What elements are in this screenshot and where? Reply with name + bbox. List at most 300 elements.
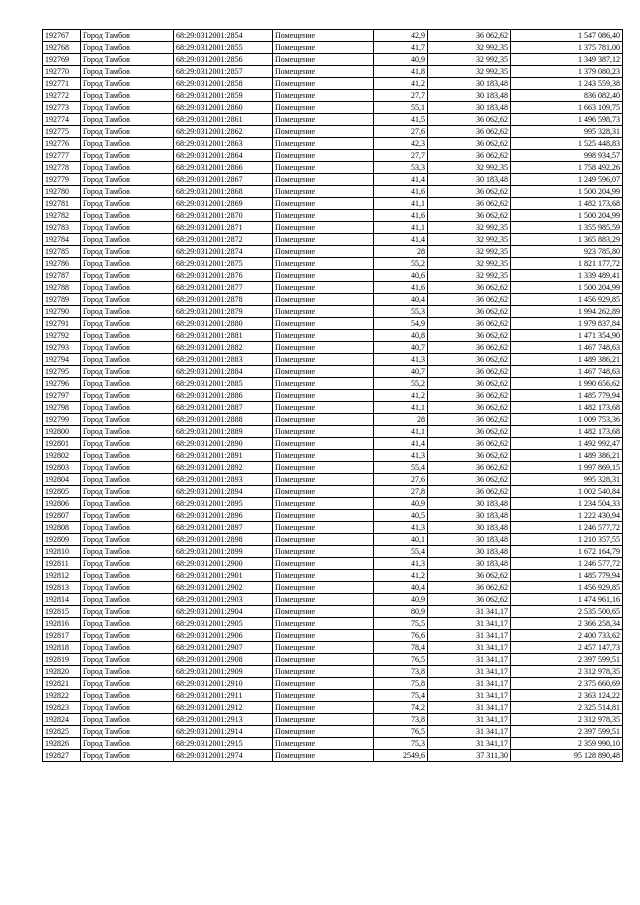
- cell-total: 1 500 204,99: [511, 186, 623, 198]
- cell-type: Помещение: [273, 594, 374, 606]
- cell-price-per-sqm: 37 311,30: [428, 750, 511, 762]
- cell-total: 1 379 080,23: [511, 66, 623, 78]
- cell-city: Город Тамбов: [81, 606, 174, 618]
- cell-price-per-sqm: 31 341,17: [428, 606, 511, 618]
- cell-type: Помещение: [273, 306, 374, 318]
- cell-price-per-sqm: 36 062,62: [428, 330, 511, 342]
- cell-cadastral-number: 68:29:0312001:2854: [174, 30, 273, 42]
- cell-total: 2 366 258,34: [511, 618, 623, 630]
- cell-area: 40,9: [374, 594, 428, 606]
- table-body: [43, 30, 623, 762]
- cell-type: Помещение: [273, 582, 374, 594]
- cell-total: 995 328,31: [511, 126, 623, 138]
- cell-cadastral-number: 68:29:0312001:2914: [174, 726, 273, 738]
- cell-cadastral-number: 68:29:0312001:2907: [174, 642, 273, 654]
- cell-type: Помещение: [273, 462, 374, 474]
- cell-cadastral-number: 68:29:0312001:2876: [174, 270, 273, 282]
- cell-type: Помещение: [273, 342, 374, 354]
- cell-type: Помещение: [273, 438, 374, 450]
- cell-city: Город Тамбов: [81, 354, 174, 366]
- cell-cadastral-number: 68:29:0312001:2915: [174, 738, 273, 750]
- cell-area: 40,9: [374, 54, 428, 66]
- cell-area: 41,3: [374, 354, 428, 366]
- cell-type: Помещение: [273, 546, 374, 558]
- cell-total: 1 482 173,68: [511, 402, 623, 414]
- cell-area: 76,5: [374, 726, 428, 738]
- cell-id: 192767: [43, 30, 81, 42]
- cell-type: Помещение: [273, 162, 374, 174]
- cell-cadastral-number: 68:29:0312001:2885: [174, 378, 273, 390]
- cell-id: 192783: [43, 222, 81, 234]
- cell-id: 192809: [43, 534, 81, 546]
- cell-price-per-sqm: 32 992,35: [428, 42, 511, 54]
- cell-id: 192793: [43, 342, 81, 354]
- table-row: [43, 534, 623, 546]
- cell-area: 41,7: [374, 42, 428, 54]
- cell-type: Помещение: [273, 726, 374, 738]
- cell-total: 1 375 781,00: [511, 42, 623, 54]
- cell-price-per-sqm: 36 062,62: [428, 186, 511, 198]
- cell-price-per-sqm: 36 062,62: [428, 462, 511, 474]
- cell-id: 192802: [43, 450, 81, 462]
- cell-area: 41,1: [374, 426, 428, 438]
- cell-total: 1 500 204,99: [511, 210, 623, 222]
- table-row: [43, 474, 623, 486]
- cell-city: Город Тамбов: [81, 78, 174, 90]
- cell-cadastral-number: 68:29:0312001:2887: [174, 402, 273, 414]
- cell-id: 192789: [43, 294, 81, 306]
- cell-cadastral-number: 68:29:0312001:2867: [174, 174, 273, 186]
- cell-price-per-sqm: 36 062,62: [428, 282, 511, 294]
- cell-type: Помещение: [273, 114, 374, 126]
- cell-type: Помещение: [273, 402, 374, 414]
- cell-price-per-sqm: 36 062,62: [428, 366, 511, 378]
- cell-total: 1 249 596,07: [511, 174, 623, 186]
- cell-type: Помещение: [273, 558, 374, 570]
- cell-area: 55,2: [374, 258, 428, 270]
- cell-cadastral-number: 68:29:0312001:2901: [174, 570, 273, 582]
- cell-total: 1 246 577,72: [511, 558, 623, 570]
- cell-price-per-sqm: 36 062,62: [428, 342, 511, 354]
- cell-cadastral-number: 68:29:0312001:2858: [174, 78, 273, 90]
- cell-total: 1 663 109,75: [511, 102, 623, 114]
- cell-cadastral-number: 68:29:0312001:2866: [174, 162, 273, 174]
- cell-id: 192779: [43, 174, 81, 186]
- cell-id: 192787: [43, 270, 81, 282]
- cell-total: 1 355 985,59: [511, 222, 623, 234]
- cell-price-per-sqm: 32 992,35: [428, 258, 511, 270]
- cell-cadastral-number: 68:29:0312001:2897: [174, 522, 273, 534]
- cell-city: Город Тамбов: [81, 642, 174, 654]
- cell-total: 1 525 448,83: [511, 138, 623, 150]
- cell-total: 1 997 869,15: [511, 462, 623, 474]
- cell-price-per-sqm: 36 062,62: [428, 402, 511, 414]
- cell-city: Город Тамбов: [81, 438, 174, 450]
- cell-cadastral-number: 68:29:0312001:2905: [174, 618, 273, 630]
- cell-type: Помещение: [273, 210, 374, 222]
- table-row: [43, 174, 623, 186]
- cell-price-per-sqm: 36 062,62: [428, 390, 511, 402]
- cell-city: Город Тамбов: [81, 582, 174, 594]
- cell-total: 2 359 990,10: [511, 738, 623, 750]
- cell-total: 1 365 883,29: [511, 234, 623, 246]
- table-row: [43, 246, 623, 258]
- cell-total: 836 082,40: [511, 90, 623, 102]
- table-row: [43, 510, 623, 522]
- cell-type: Помещение: [273, 66, 374, 78]
- cell-city: Город Тамбов: [81, 150, 174, 162]
- cell-price-per-sqm: 31 341,17: [428, 714, 511, 726]
- cell-type: Помещение: [273, 270, 374, 282]
- cell-id: 192774: [43, 114, 81, 126]
- cell-id: 192791: [43, 318, 81, 330]
- cell-type: Помещение: [273, 54, 374, 66]
- cell-city: Город Тамбов: [81, 486, 174, 498]
- cell-type: Помещение: [273, 126, 374, 138]
- table-row: [43, 342, 623, 354]
- cell-total: 1 482 173,68: [511, 426, 623, 438]
- cell-total: 1 990 656,62: [511, 378, 623, 390]
- cell-area: 55,3: [374, 306, 428, 318]
- cell-id: 192782: [43, 210, 81, 222]
- cell-city: Город Тамбов: [81, 258, 174, 270]
- cell-total: 2 535 500,65: [511, 606, 623, 618]
- table-row: [43, 666, 623, 678]
- cell-type: Помещение: [273, 234, 374, 246]
- cell-id: 192806: [43, 498, 81, 510]
- cell-total: 1 496 598,73: [511, 114, 623, 126]
- cell-type: Помещение: [273, 90, 374, 102]
- cell-total: 1 467 748,63: [511, 342, 623, 354]
- cell-price-per-sqm: 30 183,48: [428, 558, 511, 570]
- cell-id: 192820: [43, 666, 81, 678]
- cell-area: 55,1: [374, 102, 428, 114]
- cell-id: 192772: [43, 90, 81, 102]
- cell-total: 1 994 262,89: [511, 306, 623, 318]
- cell-id: 192816: [43, 618, 81, 630]
- table-row: [43, 378, 623, 390]
- cell-area: 76,5: [374, 654, 428, 666]
- cell-total: 2 457 147,73: [511, 642, 623, 654]
- cell-total: 2 312 978,35: [511, 714, 623, 726]
- cell-type: Помещение: [273, 522, 374, 534]
- cell-id: 192799: [43, 414, 81, 426]
- cell-city: Город Тамбов: [81, 210, 174, 222]
- cell-id: 192801: [43, 438, 81, 450]
- cell-city: Город Тамбов: [81, 366, 174, 378]
- cell-total: 1 485 779,94: [511, 390, 623, 402]
- cell-price-per-sqm: 36 062,62: [428, 594, 511, 606]
- cell-total: 1 234 504,33: [511, 498, 623, 510]
- cell-cadastral-number: 68:29:0312001:2912: [174, 702, 273, 714]
- cell-total: 2 325 514,81: [511, 702, 623, 714]
- cell-type: Помещение: [273, 222, 374, 234]
- cell-area: 40,7: [374, 342, 428, 354]
- cell-area: 73,8: [374, 714, 428, 726]
- table-row: [43, 90, 623, 102]
- cell-total: 1 471 354,90: [511, 330, 623, 342]
- cell-type: Помещение: [273, 102, 374, 114]
- cell-city: Город Тамбов: [81, 162, 174, 174]
- cell-cadastral-number: 68:29:0312001:2896: [174, 510, 273, 522]
- cell-city: Город Тамбов: [81, 546, 174, 558]
- cell-price-per-sqm: 30 183,48: [428, 510, 511, 522]
- table-row: [43, 186, 623, 198]
- cell-type: Помещение: [273, 138, 374, 150]
- cell-city: Город Тамбов: [81, 558, 174, 570]
- cell-cadastral-number: 68:29:0312001:2879: [174, 306, 273, 318]
- cell-cadastral-number: 68:29:0312001:2899: [174, 546, 273, 558]
- cell-id: 192771: [43, 78, 81, 90]
- cell-city: Город Тамбов: [81, 414, 174, 426]
- cell-id: 192800: [43, 426, 81, 438]
- cell-id: 192805: [43, 486, 81, 498]
- cell-area: 41,8: [374, 66, 428, 78]
- cell-city: Город Тамбов: [81, 294, 174, 306]
- cell-city: Город Тамбов: [81, 174, 174, 186]
- cell-area: 41,3: [374, 450, 428, 462]
- cell-city: Город Тамбов: [81, 234, 174, 246]
- cell-city: Город Тамбов: [81, 402, 174, 414]
- table-row: [43, 690, 623, 702]
- cell-total: 1 489 386,21: [511, 450, 623, 462]
- cell-city: Город Тамбов: [81, 726, 174, 738]
- cell-cadastral-number: 68:29:0312001:2890: [174, 438, 273, 450]
- table-row: [43, 114, 623, 126]
- cell-price-per-sqm: 36 062,62: [428, 354, 511, 366]
- cell-area: 41,2: [374, 570, 428, 582]
- cell-city: Город Тамбов: [81, 66, 174, 78]
- cell-area: 80,9: [374, 606, 428, 618]
- cell-price-per-sqm: 30 183,48: [428, 522, 511, 534]
- cell-area: 75,4: [374, 690, 428, 702]
- cell-area: 27,7: [374, 90, 428, 102]
- cell-id: 192823: [43, 702, 81, 714]
- cell-cadastral-number: 68:29:0312001:2861: [174, 114, 273, 126]
- table-row: [43, 366, 623, 378]
- cell-type: Помещение: [273, 654, 374, 666]
- cell-type: Помещение: [273, 330, 374, 342]
- table-row: [43, 222, 623, 234]
- table-row: [43, 354, 623, 366]
- cell-cadastral-number: 68:29:0312001:2974: [174, 750, 273, 762]
- cell-total: 1 672 164,79: [511, 546, 623, 558]
- cell-price-per-sqm: 30 183,48: [428, 534, 511, 546]
- cell-city: Город Тамбов: [81, 90, 174, 102]
- cell-city: Город Тамбов: [81, 450, 174, 462]
- cell-area: 41,6: [374, 186, 428, 198]
- cell-price-per-sqm: 30 183,48: [428, 498, 511, 510]
- cell-type: Помещение: [273, 150, 374, 162]
- cell-price-per-sqm: 31 341,17: [428, 654, 511, 666]
- table-row: [43, 558, 623, 570]
- table-row: [43, 294, 623, 306]
- table-row: [43, 210, 623, 222]
- cell-cadastral-number: 68:29:0312001:2857: [174, 66, 273, 78]
- cell-cadastral-number: 68:29:0312001:2888: [174, 414, 273, 426]
- table-row: [43, 570, 623, 582]
- cell-id: 192812: [43, 570, 81, 582]
- cell-price-per-sqm: 31 341,17: [428, 630, 511, 642]
- cell-type: Помещение: [273, 510, 374, 522]
- cell-total: 1 009 753,36: [511, 414, 623, 426]
- cell-price-per-sqm: 32 992,35: [428, 234, 511, 246]
- property-table: [42, 29, 623, 762]
- cell-total: 1 474 961,16: [511, 594, 623, 606]
- table-row: [43, 426, 623, 438]
- cell-price-per-sqm: 32 992,35: [428, 162, 511, 174]
- cell-area: 41,6: [374, 210, 428, 222]
- cell-type: Помещение: [273, 426, 374, 438]
- cell-type: Помещение: [273, 690, 374, 702]
- cell-type: Помещение: [273, 282, 374, 294]
- cell-id: 192822: [43, 690, 81, 702]
- cell-id: 192781: [43, 198, 81, 210]
- cell-cadastral-number: 68:29:0312001:2889: [174, 426, 273, 438]
- cell-total: 998 934,57: [511, 150, 623, 162]
- cell-type: Помещение: [273, 390, 374, 402]
- cell-city: Город Тамбов: [81, 510, 174, 522]
- cell-id: 192785: [43, 246, 81, 258]
- cell-type: Помещение: [273, 474, 374, 486]
- cell-id: 192808: [43, 522, 81, 534]
- cell-area: 42,3: [374, 138, 428, 150]
- cell-total: 1 246 577,72: [511, 522, 623, 534]
- cell-id: 192811: [43, 558, 81, 570]
- cell-price-per-sqm: 36 062,62: [428, 474, 511, 486]
- cell-area: 41,4: [374, 234, 428, 246]
- cell-cadastral-number: 68:29:0312001:2859: [174, 90, 273, 102]
- cell-city: Город Тамбов: [81, 654, 174, 666]
- cell-price-per-sqm: 36 062,62: [428, 138, 511, 150]
- cell-total: 1 758 492,26: [511, 162, 623, 174]
- cell-price-per-sqm: 36 062,62: [428, 30, 511, 42]
- cell-type: Помещение: [273, 174, 374, 186]
- cell-type: Помещение: [273, 354, 374, 366]
- cell-price-per-sqm: 32 992,35: [428, 222, 511, 234]
- cell-area: 28: [374, 246, 428, 258]
- cell-price-per-sqm: 36 062,62: [428, 150, 511, 162]
- cell-area: 41,1: [374, 402, 428, 414]
- cell-type: Помещение: [273, 618, 374, 630]
- cell-cadastral-number: 68:29:0312001:2904: [174, 606, 273, 618]
- table-row: [43, 330, 623, 342]
- cell-id: 192773: [43, 102, 81, 114]
- table-row: [43, 522, 623, 534]
- cell-total: 1 002 540,84: [511, 486, 623, 498]
- cell-city: Город Тамбов: [81, 462, 174, 474]
- cell-total: 1 210 357,55: [511, 534, 623, 546]
- cell-total: 2 312 978,35: [511, 666, 623, 678]
- cell-id: 192817: [43, 630, 81, 642]
- cell-price-per-sqm: 32 992,35: [428, 54, 511, 66]
- cell-price-per-sqm: 31 341,17: [428, 642, 511, 654]
- table-row: [43, 162, 623, 174]
- table-row: [43, 42, 623, 54]
- cell-cadastral-number: 68:29:0312001:2877: [174, 282, 273, 294]
- table-row: [43, 606, 623, 618]
- cell-price-per-sqm: 36 062,62: [428, 450, 511, 462]
- cell-id: 192815: [43, 606, 81, 618]
- cell-type: Помещение: [273, 294, 374, 306]
- cell-type: Помещение: [273, 318, 374, 330]
- cell-id: 192778: [43, 162, 81, 174]
- cell-total: 95 128 890,48: [511, 750, 623, 762]
- cell-type: Помещение: [273, 642, 374, 654]
- cell-city: Город Тамбов: [81, 270, 174, 282]
- cell-total: 1 500 204,99: [511, 282, 623, 294]
- cell-total: 1 489 386,21: [511, 354, 623, 366]
- cell-type: Помещение: [273, 42, 374, 54]
- cell-price-per-sqm: 36 062,62: [428, 570, 511, 582]
- cell-city: Город Тамбов: [81, 138, 174, 150]
- cell-area: 2549,6: [374, 750, 428, 762]
- table-row: [43, 714, 623, 726]
- cell-cadastral-number: 68:29:0312001:2892: [174, 462, 273, 474]
- cell-city: Город Тамбов: [81, 330, 174, 342]
- cell-area: 41,4: [374, 438, 428, 450]
- cell-total: 923 785,80: [511, 246, 623, 258]
- cell-price-per-sqm: 30 183,48: [428, 102, 511, 114]
- cell-id: 192790: [43, 306, 81, 318]
- cell-type: Помещение: [273, 570, 374, 582]
- table-row: [43, 258, 623, 270]
- table-row: [43, 462, 623, 474]
- cell-cadastral-number: 68:29:0312001:2891: [174, 450, 273, 462]
- table-row: [43, 738, 623, 750]
- cell-area: 40,4: [374, 582, 428, 594]
- cell-cadastral-number: 68:29:0312001:2864: [174, 150, 273, 162]
- cell-price-per-sqm: 36 062,62: [428, 210, 511, 222]
- cell-type: Помещение: [273, 186, 374, 198]
- cell-cadastral-number: 68:29:0312001:2911: [174, 690, 273, 702]
- cell-total: 1 979 837,84: [511, 318, 623, 330]
- cell-area: 40,5: [374, 510, 428, 522]
- cell-cadastral-number: 68:29:0312001:2862: [174, 126, 273, 138]
- cell-total: 2 363 124,22: [511, 690, 623, 702]
- cell-total: 1 456 929,85: [511, 582, 623, 594]
- cell-city: Город Тамбов: [81, 306, 174, 318]
- table-row: [43, 54, 623, 66]
- cell-total: 1 485 779,94: [511, 570, 623, 582]
- cell-area: 41,2: [374, 78, 428, 90]
- table-row: [43, 78, 623, 90]
- cell-id: 192807: [43, 510, 81, 522]
- cell-cadastral-number: 68:29:0312001:2882: [174, 342, 273, 354]
- cell-city: Город Тамбов: [81, 750, 174, 762]
- cell-type: Помещение: [273, 702, 374, 714]
- cell-type: Помещение: [273, 606, 374, 618]
- cell-cadastral-number: 68:29:0312001:2880: [174, 318, 273, 330]
- cell-city: Город Тамбов: [81, 474, 174, 486]
- cell-id: 192776: [43, 138, 81, 150]
- cell-price-per-sqm: 30 183,48: [428, 174, 511, 186]
- cell-city: Город Тамбов: [81, 738, 174, 750]
- table-row: [43, 702, 623, 714]
- table-row: [43, 318, 623, 330]
- table-row: [43, 438, 623, 450]
- cell-price-per-sqm: 31 341,17: [428, 678, 511, 690]
- table-row: [43, 414, 623, 426]
- cell-cadastral-number: 68:29:0312001:2910: [174, 678, 273, 690]
- cell-id: 192768: [43, 42, 81, 54]
- cell-city: Город Тамбов: [81, 594, 174, 606]
- cell-cadastral-number: 68:29:0312001:2881: [174, 330, 273, 342]
- cell-cadastral-number: 68:29:0312001:2908: [174, 654, 273, 666]
- table-row: [43, 30, 623, 42]
- cell-id: 192797: [43, 390, 81, 402]
- table-row: [43, 390, 623, 402]
